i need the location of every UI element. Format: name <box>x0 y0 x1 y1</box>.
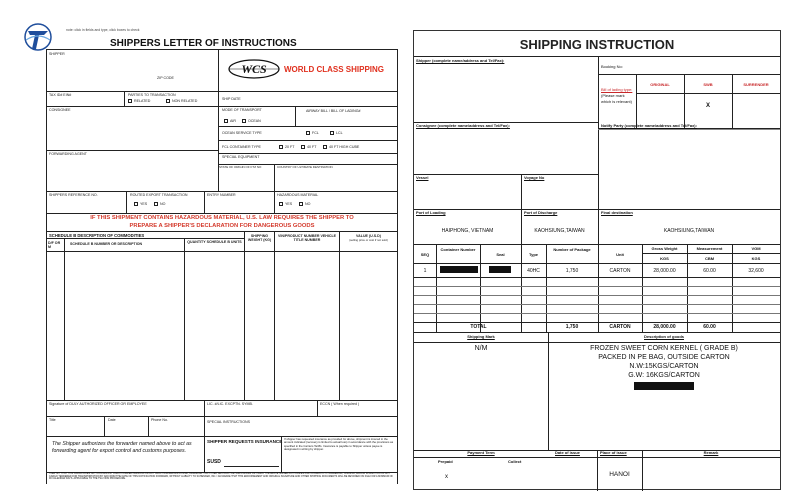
schedule-no-header: SCHEDULE B NUMBER OR DESCRIPTION <box>70 242 143 246</box>
hazard-label: HAZARDOUS MATERIAL <box>277 193 319 197</box>
consignee-label: CONSIGNEE <box>49 108 71 112</box>
description-label: Description of goods <box>644 334 684 339</box>
shipper-ref-label: SHIPPERS REFERENCE NO. <box>49 193 98 197</box>
row-unit: CARTON <box>609 268 631 274</box>
swb-selected-mark: X <box>705 103 710 109</box>
vin-header: VIN/PRODUCT NUMBER VEHICLE TITLE NUMBER <box>277 234 337 243</box>
zip-label: ZIP CODE <box>157 76 174 80</box>
description-line-1: FROZEN SWEET CORN KERNEL ( GRADE B) <box>590 345 738 352</box>
hazard-yes-checkbox[interactable]: YES <box>279 202 292 206</box>
payment-term-label: Payment Term <box>467 450 495 455</box>
routed-yes-checkbox[interactable]: YES <box>134 202 147 206</box>
notify-label: Notify Party (complete name/address and Tel/Fax): <box>601 123 697 128</box>
surrender-option[interactable]: SURRENDER <box>743 82 769 87</box>
row-seq: 1 <box>423 268 427 274</box>
license-label: LIC. #/LIC. EXCPTN. SYMB. <box>207 402 253 406</box>
vessel-label: Vessel <box>416 175 429 180</box>
col-container: Container Number <box>440 247 476 252</box>
brand-name: WORLD CLASS SHIPPING <box>284 65 385 74</box>
original-option[interactable]: ORIGINAL <box>650 82 670 87</box>
authorize-text: The Shipper authorizes the forwarder named above to act as forwarding agent for export control and customs purposes. <box>52 441 192 454</box>
company-logo-icon <box>22 22 54 52</box>
phone-label: Phone No. <box>151 418 168 422</box>
bl-note-2: which is relevant) <box>601 99 632 104</box>
shipper-label: Shipper (complete name/address and Tel/Fax): <box>416 58 505 63</box>
place-issue-label: Place of issue <box>600 450 627 455</box>
final-label: Final destination <box>601 210 633 215</box>
wcs-logo <box>227 58 281 80</box>
date-field-label: Date <box>108 418 116 422</box>
consignee-label: Consignee (complete name/address and Tel/Fax): <box>416 123 510 128</box>
schedule-b-title: SCHEDULE B DESCRIPTION OF COMMODITIES <box>49 233 145 238</box>
ft20-checkbox[interactable]: 20 FT <box>279 145 294 149</box>
prepaid-label: Prepaid <box>438 459 453 464</box>
pod-label: Port of Discharge <box>524 210 558 215</box>
form-note: note: click in fields and type, click boxes to check <box>66 28 140 32</box>
row-type: 40HC <box>527 268 540 274</box>
final-value: KAOHSIUNG,TAIWAN <box>663 228 715 234</box>
si-title: SHIPPING INSTRUCTION <box>519 37 675 52</box>
description-redacted <box>634 382 694 390</box>
col-seal: Seal <box>496 252 505 257</box>
total-gross: 28,000.00 <box>653 324 676 330</box>
shipping-instruction-document <box>413 30 781 490</box>
certification-text: I CERTIFY THAT THIS CARGO DOES NOT CONTAIN ANY UNAUTHORIZED PERSONS OR ANY UNAUTHORIZED EXPLOSIVE, INCENDIARY OR OTHER DESTRUCTIVE SUBSTANCES OR ITEMS. THE ABOVE SIGNED AUTHORIZES AND CONSENTS TO SCREENING, OPENING, AND/OR INSPECTION OF ANY CARGO TENDERED FOR TRANSPORTATION BY AIR FROM THE DATE OF THIS NOTIFICATION FORWARD, WITHOUT LIABILITY TO SCHENKER, INC. I AM AWARE THAT THIS ENDORSEMENT AND ORIGINAL SIGNATURE AND OTHER SHIPPING DOCUMENTS WILL BE RETAINED ON FILE FOR A MINIMUM OF 90 CALENDAR DAYS. APPLICABLE TO THE TSA VION PROCEDURE. <box>49 472 393 481</box>
entry-number-label: ENTRY NUMBER <box>207 193 236 197</box>
pol-value: HAIPHONG, VIETNAM <box>441 228 494 234</box>
row-meas: 60.00 <box>703 268 716 274</box>
page-title: SHIPPERS LETTER OF INSTRUCTIONS <box>110 38 297 49</box>
date-issue-label: Date of issue <box>555 450 580 455</box>
shipper-label: SHIPPER <box>49 52 65 56</box>
country-dest-label: COUNTRY OF ULTIMATE DESTINATION <box>277 165 333 169</box>
col-gross: Gross Weight <box>651 246 678 251</box>
hazard-no-checkbox[interactable]: NO <box>299 202 310 206</box>
description-line-4: G.W: 16KGS/CARTON <box>628 372 700 379</box>
mode-label: MODE OF TRANSPORT <box>222 108 262 112</box>
non-related-checkbox[interactable]: NON RELATED <box>166 99 197 103</box>
eccn-label: ECCN ( When required ) <box>320 402 360 406</box>
row-vgm: 32,600 <box>748 268 764 274</box>
svg-text:WCS: WCS <box>241 62 267 76</box>
prepaid-mark: x <box>445 474 448 480</box>
ft40-checkbox[interactable]: 40 FT <box>301 145 316 149</box>
shippers-letter-document <box>44 24 398 484</box>
description-line-2: PACKED IN PE BAG, OUTSIDE CARTON <box>598 354 730 361</box>
container-redacted <box>440 266 478 273</box>
lcl-checkbox[interactable]: LCL <box>330 131 343 135</box>
tax-id-label: TAX ID# EIN# <box>49 93 72 97</box>
ocean-checkbox[interactable]: OCEAN <box>242 119 261 123</box>
meas-unit: CBM <box>704 256 715 261</box>
row-gross: 28,000.00 <box>653 268 676 274</box>
parties-label: PARTIES TO TRANSACTION <box>128 93 176 97</box>
shipping-weight-header: SHIPPING WEIGHT (KG) <box>247 234 272 243</box>
col-type: Type <box>528 252 539 257</box>
quantity-header: QUANTITY SCHEDULE B UNITS <box>187 240 242 244</box>
state-origin-label: STATE OF ORIGIN OF FTZ NO <box>219 165 262 169</box>
voyage-label: Voyage No <box>524 175 545 180</box>
susd-label: SUSD <box>207 459 221 465</box>
insurance-label: SHIPPER REQUESTS INSURANCE <box>207 439 283 444</box>
signature-label: Signature of DULY AUTHORIZED OFFICER OR EMPLOYEE <box>49 402 147 406</box>
bl-type-label: Bill of lading type: <box>601 87 633 92</box>
gross-unit: KGS <box>660 256 669 261</box>
col-vgm: VGM <box>751 246 761 251</box>
seal-redacted <box>489 266 511 273</box>
insurance-note: If shipper has requested insurance as provided for above, shipment is insured in the amount indicated (recovery is limited to actual loss) in accordance with the provisions as specified in the Carriers Tariffs. Insurance is payable to Shipper unless payee is designated in writing by shipper. <box>284 437 394 452</box>
forwarding-agent-label: FORWARDING AGENT <box>49 152 87 156</box>
hazard-warning-2: PREPARE A SHIPPER'S DECLARATION FOR DANGEROUS GOODS <box>129 223 315 229</box>
title-field-label: Title <box>49 418 56 422</box>
total-label: TOTAL <box>470 324 487 330</box>
total-meas: 60.00 <box>703 324 716 330</box>
swb-option[interactable]: SWB <box>703 82 713 87</box>
fcl-type-label: FCL CONTAINER TYPE <box>222 145 261 149</box>
routed-label: ROUTED EXPORT TRANSACTION <box>130 193 188 197</box>
value-subheader: (selling price or cost if not sold) <box>349 238 388 242</box>
routed-no-checkbox[interactable]: NO <box>154 202 165 206</box>
related-checkbox[interactable]: RELATED <box>128 99 150 103</box>
service-type-label: OCEAN SERVICE TYPE <box>222 131 262 135</box>
remark-label: Remark <box>703 450 719 455</box>
ship-date-label: SHIP DATE <box>222 97 241 101</box>
bl-note-1: (Please mark <box>601 93 625 98</box>
vgm-unit: KGS <box>751 256 761 261</box>
fcl-checkbox[interactable]: FCL <box>306 131 319 135</box>
ft40hc-checkbox[interactable]: 40 FT HIGH CUBE <box>323 145 359 149</box>
shipping-mark-label: Shipping Mark <box>467 334 495 339</box>
collect-label: Collect <box>508 459 522 464</box>
special-equipment-label: SPECIAL EQUIPMENT <box>222 155 260 159</box>
special-instructions-label: SPECIAL INSTRUCTIONS <box>207 420 250 424</box>
shipping-mark-value: N/M <box>474 345 488 352</box>
hazard-warning-1: IF THIS SHIPMENT CONTAINS HAZARDOUS MATERIAL, U.S. LAW REQUIRES THE SHIPPER TO <box>90 215 354 221</box>
df-header: D/F OR M <box>48 241 61 250</box>
place-value: HANOI <box>609 471 630 478</box>
col-measurement: Measurement <box>696 246 723 251</box>
booking-no-label: Booking No: <box>601 64 623 69</box>
col-unit: Unit <box>616 252 624 257</box>
description-line-3: N.W:15KGS/CARTON <box>629 363 699 370</box>
total-unit: CARTON <box>609 324 631 330</box>
total-packages: 1,750 <box>565 324 579 330</box>
col-packages: Number of Package <box>553 247 591 252</box>
pod-value: KAOHSIUNG,TAIWAN <box>534 228 585 234</box>
awb-label: AIRWAY BILL / BILL OF LADING# <box>306 109 361 113</box>
row-packages: 1,750 <box>565 268 579 274</box>
air-checkbox[interactable]: AIR <box>224 119 236 123</box>
pol-label: Port of Loading <box>416 210 446 215</box>
col-seq: SEQ <box>420 252 430 257</box>
value-header: VALUE (U.S.D) <box>356 234 381 238</box>
